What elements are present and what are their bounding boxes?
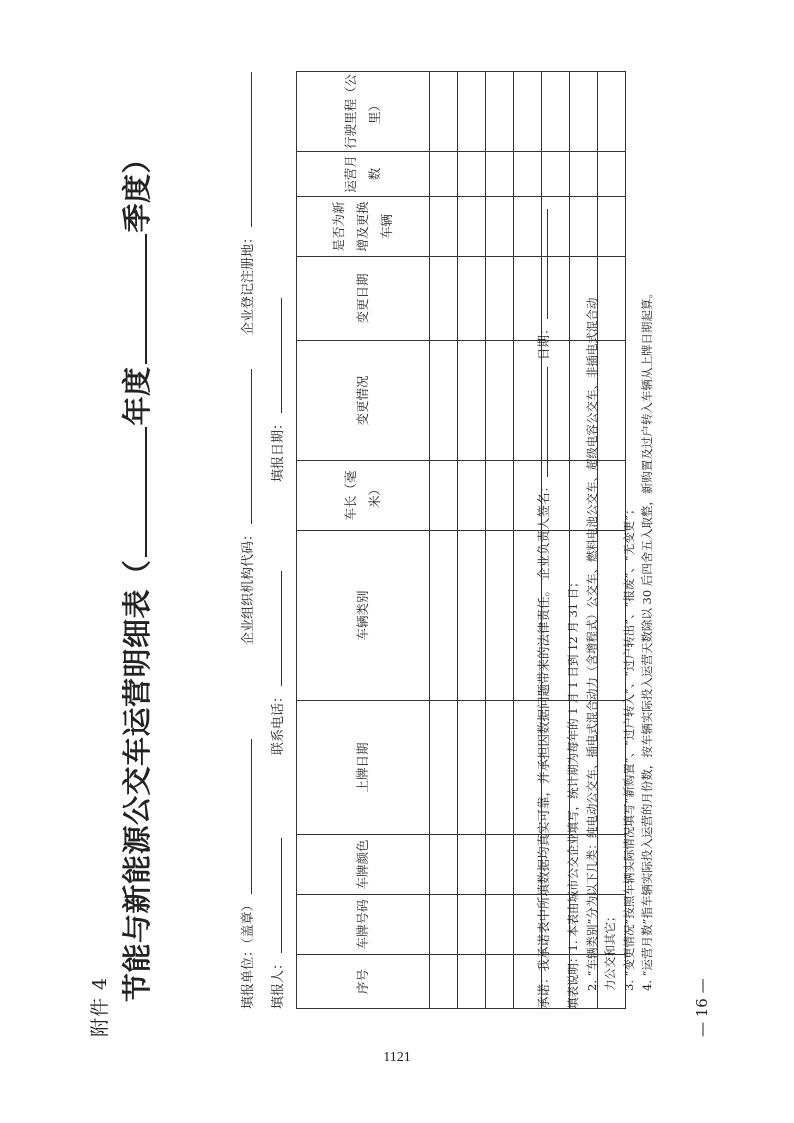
table-cell[interactable] bbox=[430, 955, 458, 1009]
table-cell[interactable] bbox=[486, 835, 514, 895]
table-cell[interactable] bbox=[486, 701, 514, 835]
table-header-row bbox=[297, 72, 430, 1009]
signer-label: 企业负责人签名： bbox=[536, 479, 551, 580]
info-org-code bbox=[237, 369, 256, 645]
table-cell[interactable] bbox=[430, 257, 458, 341]
col-header: 变更情况 bbox=[297, 341, 430, 461]
info-reg-address bbox=[237, 72, 256, 335]
col-header: 序号 bbox=[297, 955, 430, 1009]
table-cell[interactable] bbox=[486, 197, 514, 257]
col-header: 车辆类别 bbox=[297, 531, 430, 701]
table-cell[interactable] bbox=[542, 152, 570, 197]
table-cell[interactable] bbox=[570, 72, 598, 152]
table-cell[interactable] bbox=[458, 257, 486, 341]
fill-date-label: 填报日期： bbox=[271, 416, 286, 482]
col-header: 车牌颜色 bbox=[297, 835, 430, 895]
promise-line bbox=[534, 206, 552, 1009]
note-item: 1. 本表由城市公交企业填写，统计期为每年的 1 月 1 日到 12 月 31 日； bbox=[566, 576, 580, 952]
year-blank bbox=[121, 427, 147, 557]
table-cell[interactable] bbox=[458, 531, 486, 701]
table-cell[interactable] bbox=[430, 341, 458, 461]
col-header: 车牌号码 bbox=[297, 895, 430, 955]
title-main: 节能与新能源公交车运营明细表（ bbox=[120, 559, 154, 1002]
col-header: 变更日期 bbox=[297, 257, 430, 341]
table-cell[interactable] bbox=[514, 152, 542, 197]
reg-address-line bbox=[239, 72, 252, 227]
reg-address-label: 企业登记注册地： bbox=[241, 230, 256, 335]
table-cell[interactable] bbox=[514, 72, 542, 152]
table-cell[interactable] bbox=[598, 152, 626, 197]
table-cell[interactable] bbox=[486, 461, 514, 531]
phone-label: 联系电话： bbox=[271, 689, 286, 755]
note-item: 4. “运营月数”指车辆实际投入运营的月份数，按车辆实际投入运营天数除以 30 后四舍五入取整，新购置及过户转入车辆从上牌日期起算。 bbox=[640, 287, 654, 991]
info-unit bbox=[237, 739, 256, 1009]
table-cell[interactable] bbox=[458, 341, 486, 461]
table-cell[interactable] bbox=[458, 835, 486, 895]
table-cell[interactable] bbox=[430, 895, 458, 955]
table-cell[interactable] bbox=[570, 152, 598, 197]
title-quarter: 季度） bbox=[120, 143, 154, 233]
table-row bbox=[486, 72, 514, 1009]
phone-line bbox=[269, 571, 282, 686]
info-filler bbox=[267, 838, 286, 1009]
table-cell[interactable] bbox=[598, 197, 626, 257]
table-cell[interactable] bbox=[430, 531, 458, 701]
table-cell[interactable] bbox=[458, 152, 486, 197]
table-cell[interactable] bbox=[430, 197, 458, 257]
table-cell[interactable] bbox=[486, 152, 514, 197]
table-cell[interactable] bbox=[486, 72, 514, 152]
table-cell[interactable] bbox=[430, 835, 458, 895]
col-header: 车长（毫米） bbox=[297, 461, 430, 531]
table-cell[interactable] bbox=[486, 531, 514, 701]
table-cell[interactable] bbox=[458, 955, 486, 1009]
org-code-label: 企业组织机构代码： bbox=[241, 527, 256, 645]
table-cell[interactable] bbox=[570, 197, 598, 257]
table-cell[interactable] bbox=[458, 72, 486, 152]
promise-text: 承诺：我承诺表中所填数据均真实可靠，并承担因数据问题带来的法律责任。 bbox=[536, 583, 551, 1009]
attachment-label: 附件 4 bbox=[89, 976, 111, 1037]
col-header: 运营月数 bbox=[297, 152, 430, 197]
fill-instructions bbox=[564, 287, 657, 1009]
quarter-blank bbox=[121, 234, 147, 364]
date-label: 日期： bbox=[536, 322, 551, 360]
notes-heading: 填表说明： bbox=[566, 951, 580, 1009]
col-header: 是否为新增及更换车辆 bbox=[297, 197, 430, 257]
table-cell[interactable] bbox=[430, 72, 458, 152]
title-year: 年度 bbox=[120, 366, 154, 426]
table-cell[interactable] bbox=[458, 701, 486, 835]
date-line bbox=[535, 209, 548, 319]
unit-line bbox=[239, 739, 252, 894]
note-item: 3. “变更情况”按照车辆实际情况填写“新购置”、“过户转入”、“过户转出”、“报废”、“无变更”； bbox=[621, 503, 636, 991]
table-cell[interactable] bbox=[458, 197, 486, 257]
info-fill-date bbox=[267, 298, 286, 482]
org-code-line bbox=[239, 369, 252, 524]
fill-date-line bbox=[269, 298, 282, 413]
table-row bbox=[430, 72, 458, 1009]
col-header: 行驶里程（公里） bbox=[297, 72, 430, 152]
note-item: 2. “车辆类别”分为以下几类：纯电动公交车、插电式混合动力（含增程式）公交车、燃料电池公交车、超级电容公交车、非插电式混合动 bbox=[584, 297, 599, 991]
table-cell[interactable] bbox=[430, 152, 458, 197]
note-item-continued: 力公交和其它； bbox=[603, 910, 617, 991]
table-cell[interactable] bbox=[458, 461, 486, 531]
table-cell[interactable] bbox=[430, 461, 458, 531]
table-cell[interactable] bbox=[430, 701, 458, 835]
table-cell[interactable] bbox=[486, 895, 514, 955]
table-row bbox=[458, 72, 486, 1009]
form-title bbox=[115, 144, 156, 1002]
table-cell[interactable] bbox=[458, 895, 486, 955]
filler-label: 填报人： bbox=[271, 956, 286, 1009]
table-cell[interactable] bbox=[598, 72, 626, 152]
doc-page-mark: — 16 — bbox=[693, 978, 711, 1037]
col-header: 上牌日期 bbox=[297, 701, 430, 835]
unit-label: 填报单位：（盖章） bbox=[241, 898, 256, 1009]
table-cell[interactable] bbox=[486, 955, 514, 1009]
table-cell[interactable] bbox=[542, 72, 570, 152]
rotated-form-page bbox=[77, 47, 717, 1057]
page-number: 1121 bbox=[383, 1050, 411, 1065]
filler-line bbox=[269, 838, 282, 953]
table-cell[interactable] bbox=[486, 341, 514, 461]
table-cell[interactable] bbox=[486, 257, 514, 341]
signer-line bbox=[535, 367, 548, 477]
info-phone bbox=[267, 571, 286, 755]
